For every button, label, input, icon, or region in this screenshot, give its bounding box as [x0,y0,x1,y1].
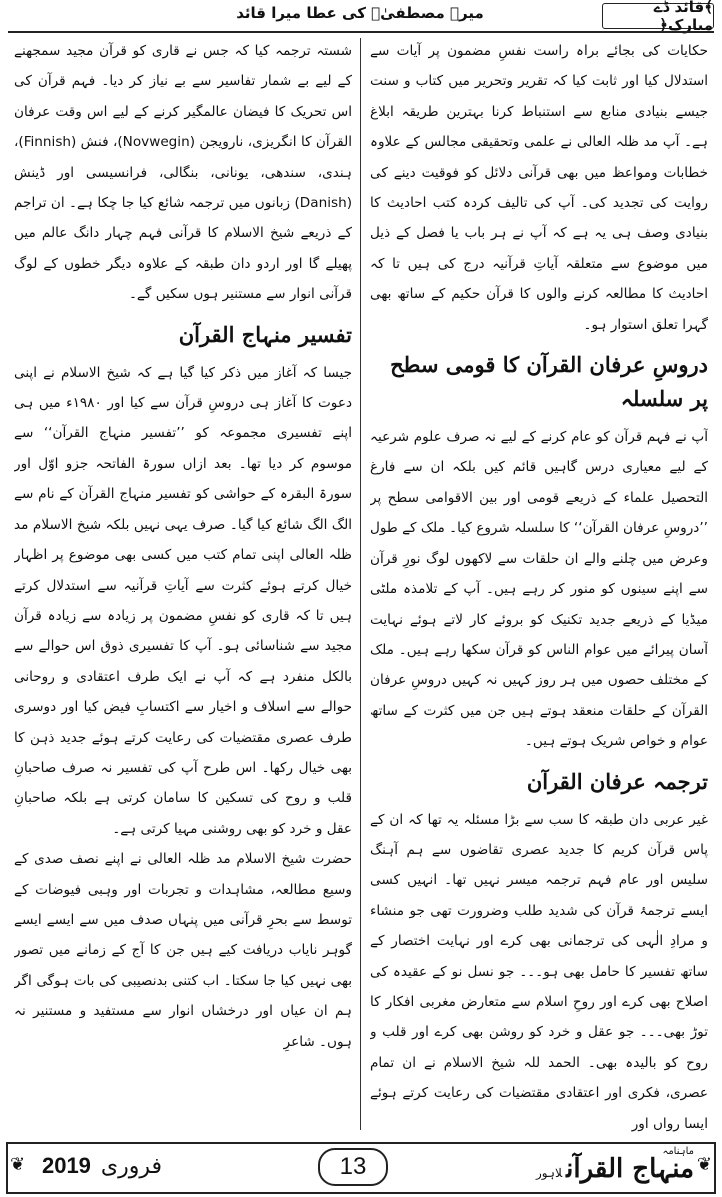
page-number: 13 [318,1148,388,1186]
section-label: ﴾قائد ڈے مبارک﴿ [602,3,714,29]
column-divider [360,38,361,1130]
page-footer [0,1138,722,1197]
issue-year: 2019 [41,1153,91,1178]
left-column [14,36,352,1134]
issue-month: فروری [100,1153,163,1179]
magazine-title [536,1154,694,1184]
left-paragraph-3: حضرت شیخ الاسلام مد ظلہ العالی نے اپنے نصف صدی کے وسیع مطالعہ، مشاہدات و تجربات اور وہبی فیوضات کے توسط سے بحرِ قرآنی میں پنہاں صدف میں سے ایسے ایسے گوہر نایاب دریافت کیے ہیں جن کا آج کے زمانے میں تصور بھی نہیں کیا جا سکتا۔ اب کتنی بدنصیبی کی بات ہوگی اگر ہم ان عیاں اور درخشاں انوار سے مستفید و مستنیر نہ ہوں۔ شاعرِ [14,851,352,1050]
running-title: میرے مصطفیٰؐ کی عطا میرا قائد [236,4,484,22]
page-header [0,0,722,32]
ornament-left-icon: ❦ [10,1154,26,1175]
right-column [370,36,708,1134]
right-paragraph-1: حکایات کی بجائے براہ راست نفسِ مضمون پر آیات سے استدلال کیا اور ثابت کیا کہ تقریر وتحریر میں کتاب و سنت جیسے بنیادی منابع سے استنباط کرنا بہترین طریقہ ابلاغ ہے۔ آپ مد ظلہ العالی نے علمی وتحقیقی مجالس کے علاوہ خطابات ومواعظ میں بھی قرآنی دلائل کو فوقیت دینے کی روایت کی تجدید کی۔ آپ کی تالیف کردہ کتب احادیث کا بنیادی وصف ہی یہ ہے کہ آپ نے ہر باب یا فصل کے ذیل میں موضوع سے متعلقہ آیاتِ قرآنیہ درج کی ہیں تا کہ احادیث کا مطالعہ کرنے والوں کا قرآن حکیم کے ساتھ بھی گہرا تعلق استوار ہو۔ [370,43,708,333]
right-paragraph-3: غیر عربی دان طبقہ کا سب سے بڑا مسئلہ یہ تھا کہ ان کے پاس قرآن کریم کا جدید عصری تقاضوں سے ہم آہنگ سلیس اور عام فہم ترجمہ میسر نہیں تھا۔ انہیں کسی ایسے ترجمۂ قرآن کی شدید طلب وضرورت تھی جو منشاء و مرادِ الٰہی کی ترجمانی بھی کرے اور نہایت اختصار کے ساتھ تفسیر کا حامل بھی ہو۔۔۔ جو نسل نو کے عقیدہ کی اصلاح بھی کرے اور روحِ اسلام سے متعارض مغربی افکار کا توڑ بھی۔۔۔ جو عقل و خرد کو روشن بھی کرے اور قلب و روح کو بالیدہ بھی۔ الحمد للہ شیخ الاسلام نے ان تمام عصری، فکری اور اعتقادی مقتضیات کی رعایت کرتے ہوئے ایسا رواں اور [370,811,708,1132]
left-paragraph-1: شستہ ترجمہ کیا کہ جس نے قاری کو قرآن مجید سمجھنے کے لیے بے شمار تفاسیر سے بے نیاز کر دیا۔ فہم قرآن کی اس تحریک کا فیضان عالمگیر کرنے کے لیے اس وقت عرفان القرآن کا انگریزی، نارویجن (Novwegin)، فنش (Finnish)، ہندی، سندھی، یونانی، بنگالی، فرانسیسی اور ڈینش (Danish) زبانوں میں ترجمہ شائع کیا جا چکا ہے۔ ان تراجم کے ذریعے شیخ الاسلام کا قرآنی فہم چہار دانگ عالم میں پھیلے گا اور اردو دان طبقہ کے علاوہ دیگر خطوں کے لوگ قرآنی انوار سے مستنیر ہوں سکیں گے۔ [14,43,352,303]
ornament-right-icon: ❦ [696,1154,712,1175]
heading-dars-irfan-ul-quran: دروسِ عرفان القرآن کا قومی سطح پر سلسلہ [390,352,708,412]
right-paragraph-2: آپ نے فہم قرآن کو عام کرنے کے لیے نہ صرف علوم شرعیہ کے لیے معیاری درس گاہیں قائم کیں بلکہ ان سے فارغ التحصیل علماء کے ذریعے قومی اور بین الاقوامی سطح پر ’’دروسِ عرفان القرآن‘‘ کا سلسلہ شروع کیا۔ ملک کے طول وعرض میں چلنے والے ان حلقات سے لاکھوں لوگ نورِ قرآن سے اپنے سینوں کو منور کر رہے ہیں۔ آپ کے تلامذہ ملٹی میڈیا کے ذریعے جدید تکنیک کو بروئے کار لاتے ہوئے نہایت آسان پیرائے میں عوام الناس کو قرآن سکھا رہے ہیں۔ ملک کے مختلف حصوں میں ہر روز کہیں نہ کہیں دروسِ عرفان القرآن کے حلقات منعقد ہوتے ہیں جن میں کثرت کے ساتھ عوام و خواص شریک ہوتے ہیں۔ [370,429,708,750]
heading-tafseer-minhaj-ul-quran: تفسیر منہاج القرآن [178,321,352,347]
left-paragraph-2: جیسا کہ آغاز میں ذکر کیا گیا ہے کہ شیخ الاسلام نے اپنی دعوت کا آغاز ہی دروسِ قرآن سے کیا اور ۱۹۸۰ء میں ہی اپنے تفسیری مجموعہ کو ’’تفسیر منہاج القرآن‘‘ سے موسوم کر دیا تھا۔ بعد ازاں سورۃ الفاتحہ جزو اوّل اور سورۃ البقرہ کے حواشی کو تفسیر منہاج القرآن کے نام سے الگ الگ شائع کیا گیا۔ صرف یہی نہیں بلکہ شیخ الاسلام مد ظلہ العالی اپنی تمام کتب میں کسی بھی موضوع پر اظہار خیال کرتے ہوئے کثرت سے آیاتِ قرآنیہ سے استدلال کرتے ہیں تا کہ قاری کو نفسِ مضمون پر زیادہ سے زیادہ قرآن مجید سے شناسائی ہو۔ آپ کا تفسیری ذوق اس حوالے سے بالکل منفرد ہے کہ آپ نے ایک طرف اعتقادی و روحانی حوالے سے اسلاف و اخیار سے اکتسابِ فیض کیا اور دوسری طرف عصری مقتضیات کی رعایت کرتے ہوئے جدید ذہن کا بھی خیال رکھا۔ اس طرح آپ کی تفسیر نہ صرف صاحبانِ قلب و روح کی تسکین کا سامان کرتی ہے بلکہ صاحبانِ عقل و خرد کو بھی روشنی مہیا کرتی ہے۔ [14,364,352,837]
magazine-masthead [444,1146,694,1186]
magazine-name: منہاج القرآن [566,1154,694,1184]
header-rule [8,31,714,33]
magazine-city: لاہور [535,1166,563,1180]
issue-date [22,1150,182,1182]
magazine-monthly-label: ماہنامہ [662,1146,694,1157]
heading-tarjuma-irfan-ul-quran: ترجمہ عرفان القرآن [526,768,708,794]
